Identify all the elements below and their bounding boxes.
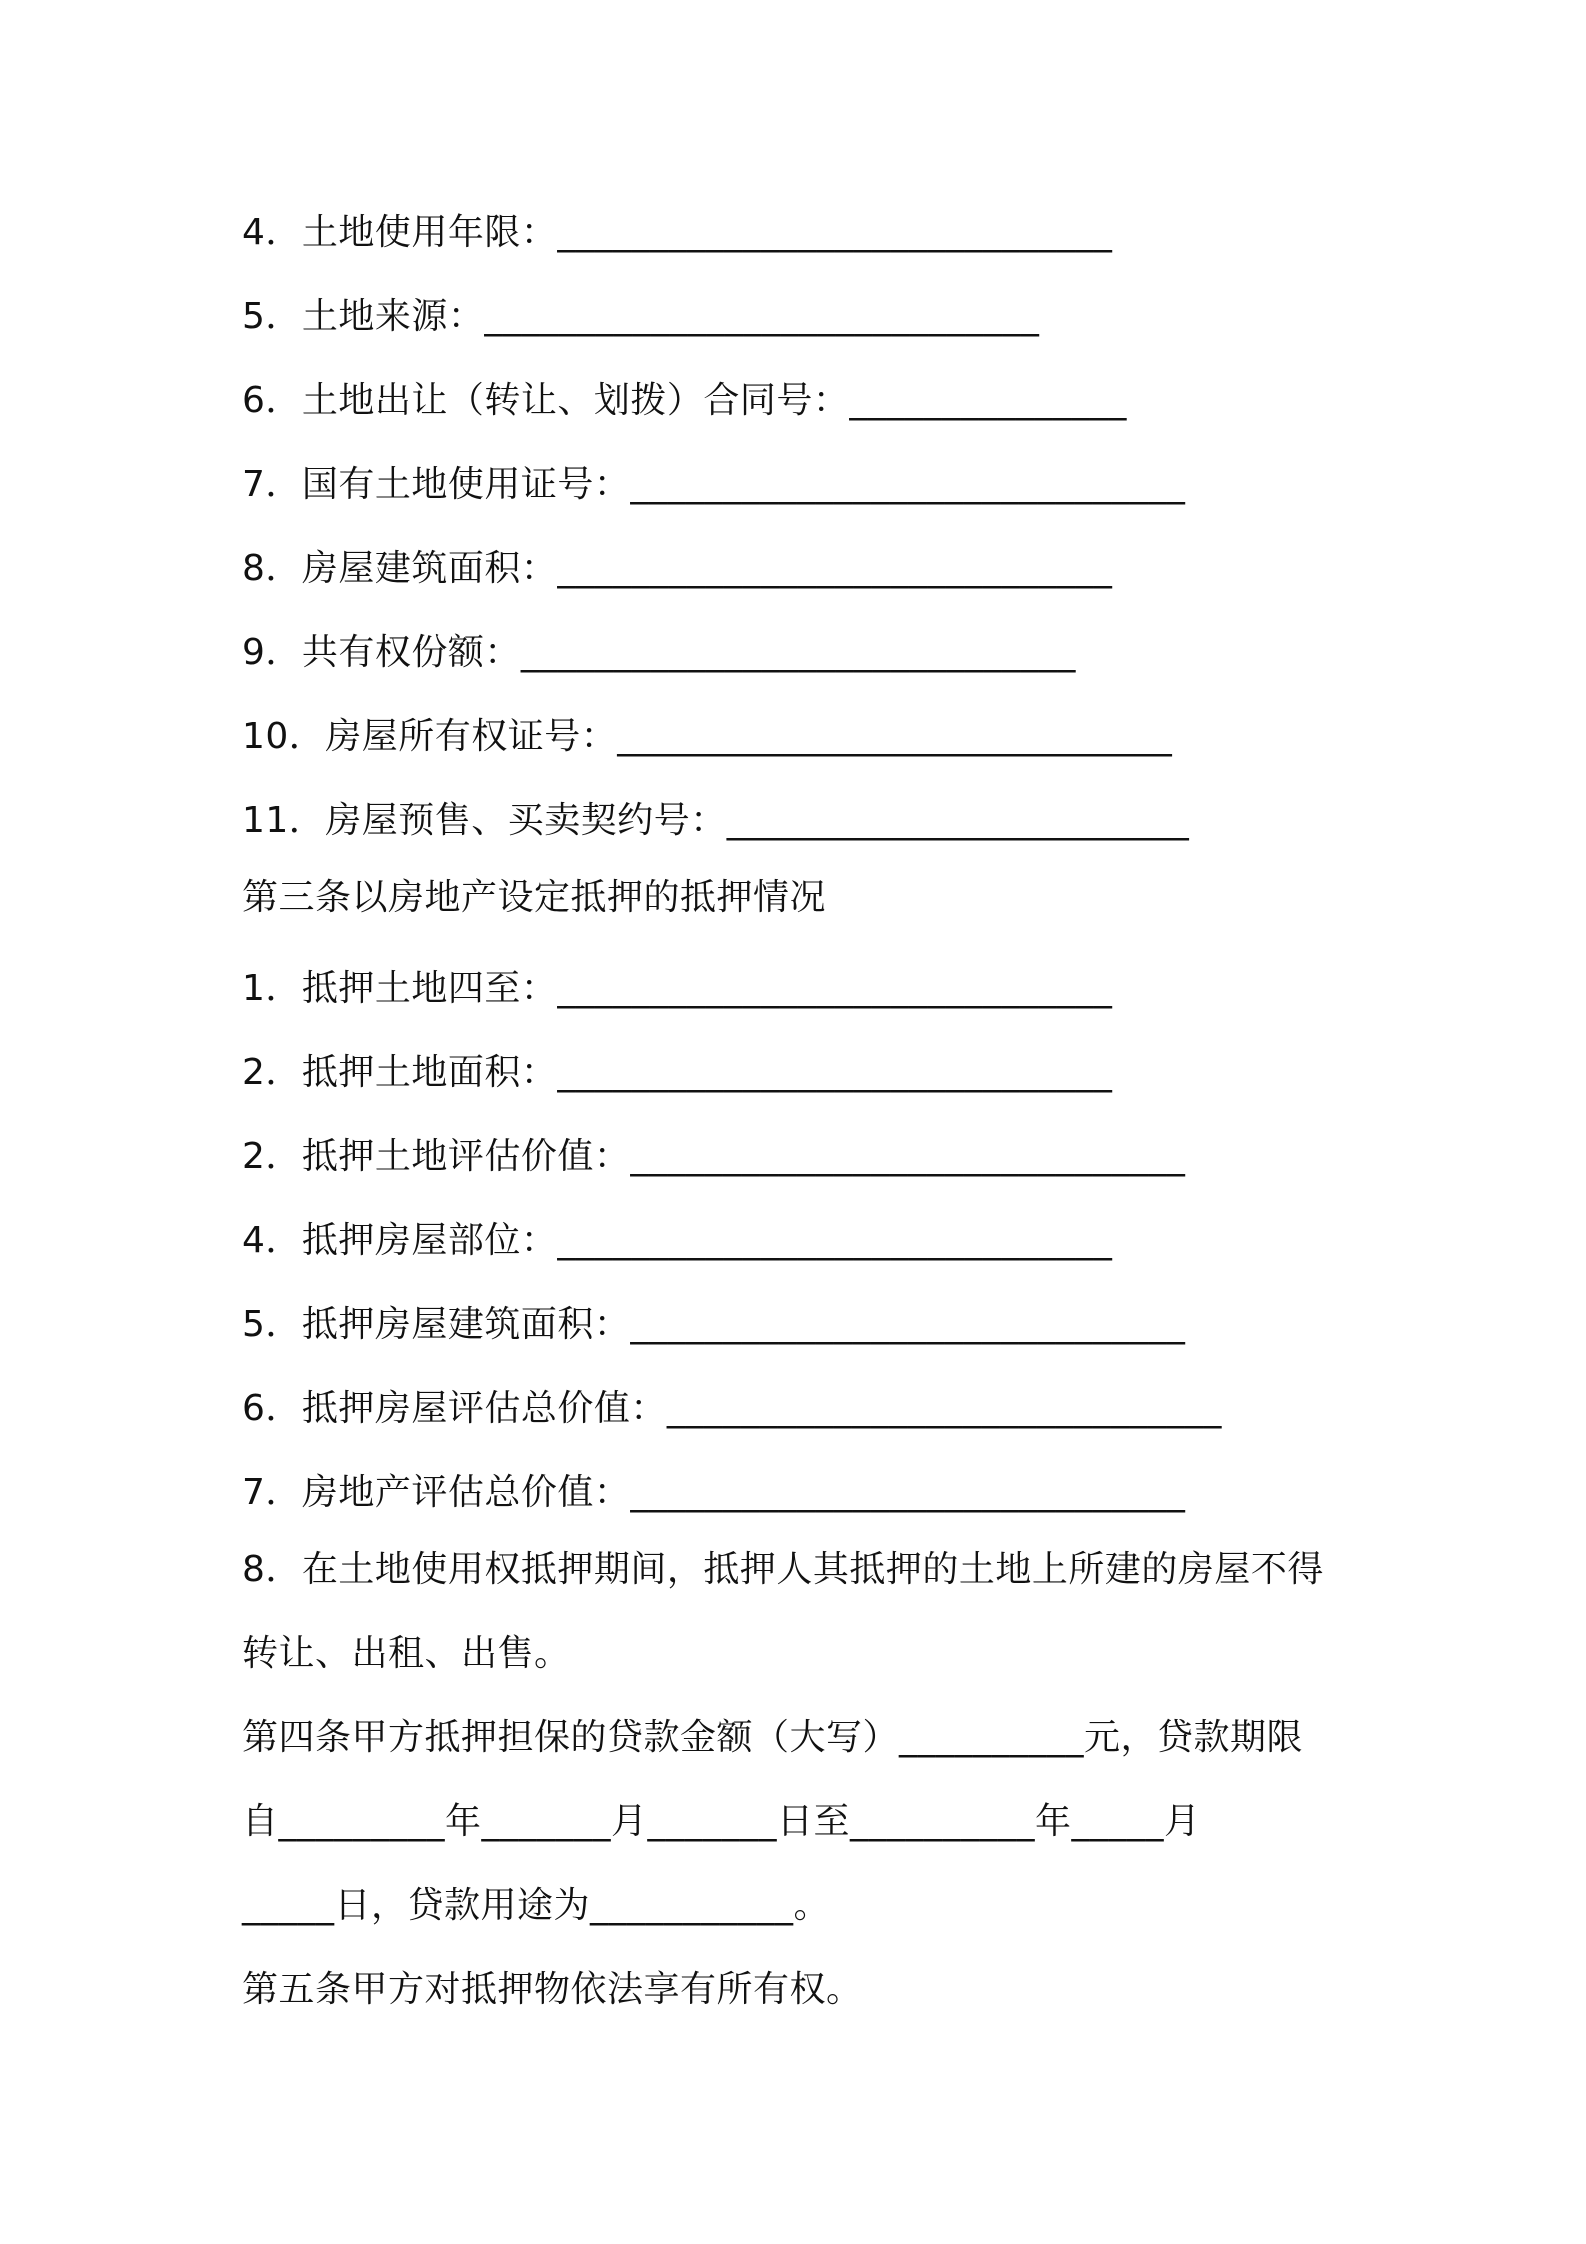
article-5: 第五条甲方对抵押物依法享有所有权。: [242, 1969, 863, 2010]
field-state-land-certificate-no: 7．国有土地使用证号：______________________________: [242, 464, 1186, 505]
article-3-heading: 第三条以房地产设定抵押的抵押情况: [242, 877, 827, 918]
field-house-ownership-certificate-no: 10．房屋所有权证号：______________________________: [242, 716, 1173, 757]
field-land-source: 5．土地来源：______________________________: [242, 296, 1040, 337]
clause-8-line-2: 转让、出租、出售。: [242, 1633, 571, 1674]
field-mortgage-land-area: 2．抵押土地面积：______________________________: [242, 1052, 1113, 1093]
field-mortgage-house-location: 4．抵押房屋部位：______________________________: [242, 1220, 1113, 1261]
field-mortgage-house-value: 6．抵押房屋评估总价值：______________________________: [242, 1388, 1222, 1429]
field-real-estate-value: 7．房地产评估总价值：______________________________: [242, 1472, 1186, 1513]
article-4-line-3: _____日，贷款用途为___________。: [242, 1885, 831, 1926]
clause-8-line-1: 8．在土地使用权抵押期间，抵押人其抵押的土地上所建的房屋不得: [242, 1549, 1324, 1590]
field-mortgage-house-area: 5．抵押房屋建筑面积：______________________________: [242, 1304, 1186, 1345]
field-land-transfer-contract-no: 6．土地出让（转让、划拨）合同号：_______________: [242, 380, 1127, 421]
field-presale-contract-no: 11．房屋预售、买卖契约号：_________________________: [242, 800, 1190, 841]
field-land-use-term: 4．土地使用年限：______________________________: [242, 212, 1113, 253]
field-mortgage-land-value: 2．抵押土地评估价值：______________________________: [242, 1136, 1186, 1177]
article-4-line-2: 自_________年_______月_______日至__________年_____月: [242, 1801, 1201, 1842]
field-building-area: 8．房屋建筑面积：______________________________: [242, 548, 1113, 589]
article-4-line-1: 第四条甲方抵押担保的贷款金额（大写）__________元，贷款期限: [242, 1717, 1304, 1758]
field-mortgage-land-boundaries: 1．抵押土地四至：______________________________: [242, 968, 1113, 1009]
field-co-ownership-share: 9．共有权份额：______________________________: [242, 632, 1076, 673]
